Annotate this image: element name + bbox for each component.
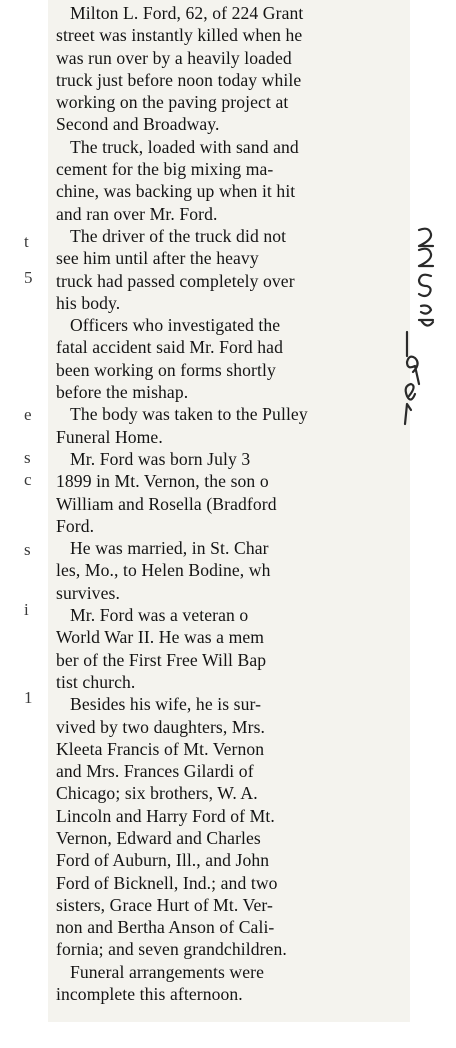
article-line: Vernon, Edward and Charles — [56, 827, 261, 848]
margin-fragment: t — [24, 232, 29, 251]
handwritten-date-annotation — [385, 224, 445, 454]
article-line: fornia; and seven grandchildren. — [56, 939, 287, 960]
article-line: Funeral Home. — [56, 426, 163, 447]
article-line: incomplete this afternoon. — [56, 984, 243, 1005]
article-line: ber of the First Free Will Bap — [56, 649, 267, 670]
article-line: was run over by a heavily loaded — [56, 47, 292, 68]
article-line: fatal accident said Mr. Ford had — [56, 337, 283, 358]
article-line: and Mrs. Frances Gilardi of — [56, 761, 254, 782]
margin-fragment: i — [24, 600, 29, 619]
article-line: He was married, in St. Char — [70, 538, 269, 559]
article-line: Mr. Ford was born July 3 — [70, 448, 251, 469]
article-line: non and Bertha Anson of Cali- — [56, 917, 275, 938]
article-line: truck just before noon today while — [56, 69, 302, 90]
article-line: before the mishap. — [56, 382, 189, 403]
article-line: street was instantly killed when he — [56, 25, 303, 46]
article-line: cement for the big mixing ma- — [56, 159, 274, 180]
margin-fragment: e — [24, 405, 32, 424]
article-line: Chicago; six brothers, W. A. — [56, 783, 258, 804]
article-line: Milton L. Ford, 62, of 224 Grant — [70, 3, 304, 23]
cut-column-strip — [22, 0, 48, 1022]
article-line: Funeral arrangements were — [70, 961, 264, 982]
article-line: and ran over Mr. Ford. — [56, 203, 218, 224]
article-line: Ford of Bicknell, Ind.; and two — [56, 872, 278, 893]
article-line: his body. — [56, 292, 121, 313]
article-line: World War II. He was a mem — [56, 627, 265, 648]
article-line: Lincoln and Harry Ford of Mt. — [56, 805, 275, 826]
article-line: tist church. — [56, 671, 136, 692]
article-line: see him until after the heavy — [56, 248, 259, 269]
margin-fragment: 5 — [24, 268, 33, 287]
margin-fragment: 1 — [24, 688, 33, 707]
article-line: truck had passed completely over — [56, 270, 295, 291]
article-line: Ford. — [56, 515, 95, 536]
article-line: survives. — [56, 582, 120, 603]
article-line: The truck, loaded with sand and — [70, 136, 299, 157]
article-line: Kleeta Francis of Mt. Vernon — [56, 738, 265, 759]
article-line: sisters, Grace Hurt of Mt. Ver- — [56, 894, 273, 915]
article-line: Besides his wife, he is sur- — [70, 694, 262, 715]
obituary-article — [56, 2, 406, 1005]
article-line: vived by two daughters, Mrs. — [56, 716, 266, 737]
article-line: William and Rosella (Bradford — [56, 493, 277, 514]
article-line: chine, was backing up when it hit — [56, 181, 296, 202]
margin-fragment: c — [24, 470, 32, 489]
article-line: Mr. Ford was a veteran o — [70, 605, 249, 626]
article-line: working on the paving project at — [56, 92, 289, 113]
article-line: The body was taken to the Pulley — [70, 404, 308, 425]
article-line: been working on forms shortly — [56, 359, 276, 380]
article-line: Second and Broadway. — [56, 114, 220, 135]
article-line: 1899 in Mt. Vernon, the son o — [56, 471, 269, 492]
article-line: Officers who investigated the — [70, 315, 281, 336]
article-line: les, Mo., to Helen Bodine, wh — [56, 560, 271, 581]
newspaper-clipping — [22, 0, 410, 1022]
article-line: Ford of Auburn, Ill., and John — [56, 850, 270, 871]
margin-fragment: s — [24, 448, 31, 467]
article-line: The driver of the truck did not — [70, 225, 287, 246]
handwritten-date-drawing — [385, 224, 445, 454]
margin-fragment: s — [24, 540, 31, 559]
